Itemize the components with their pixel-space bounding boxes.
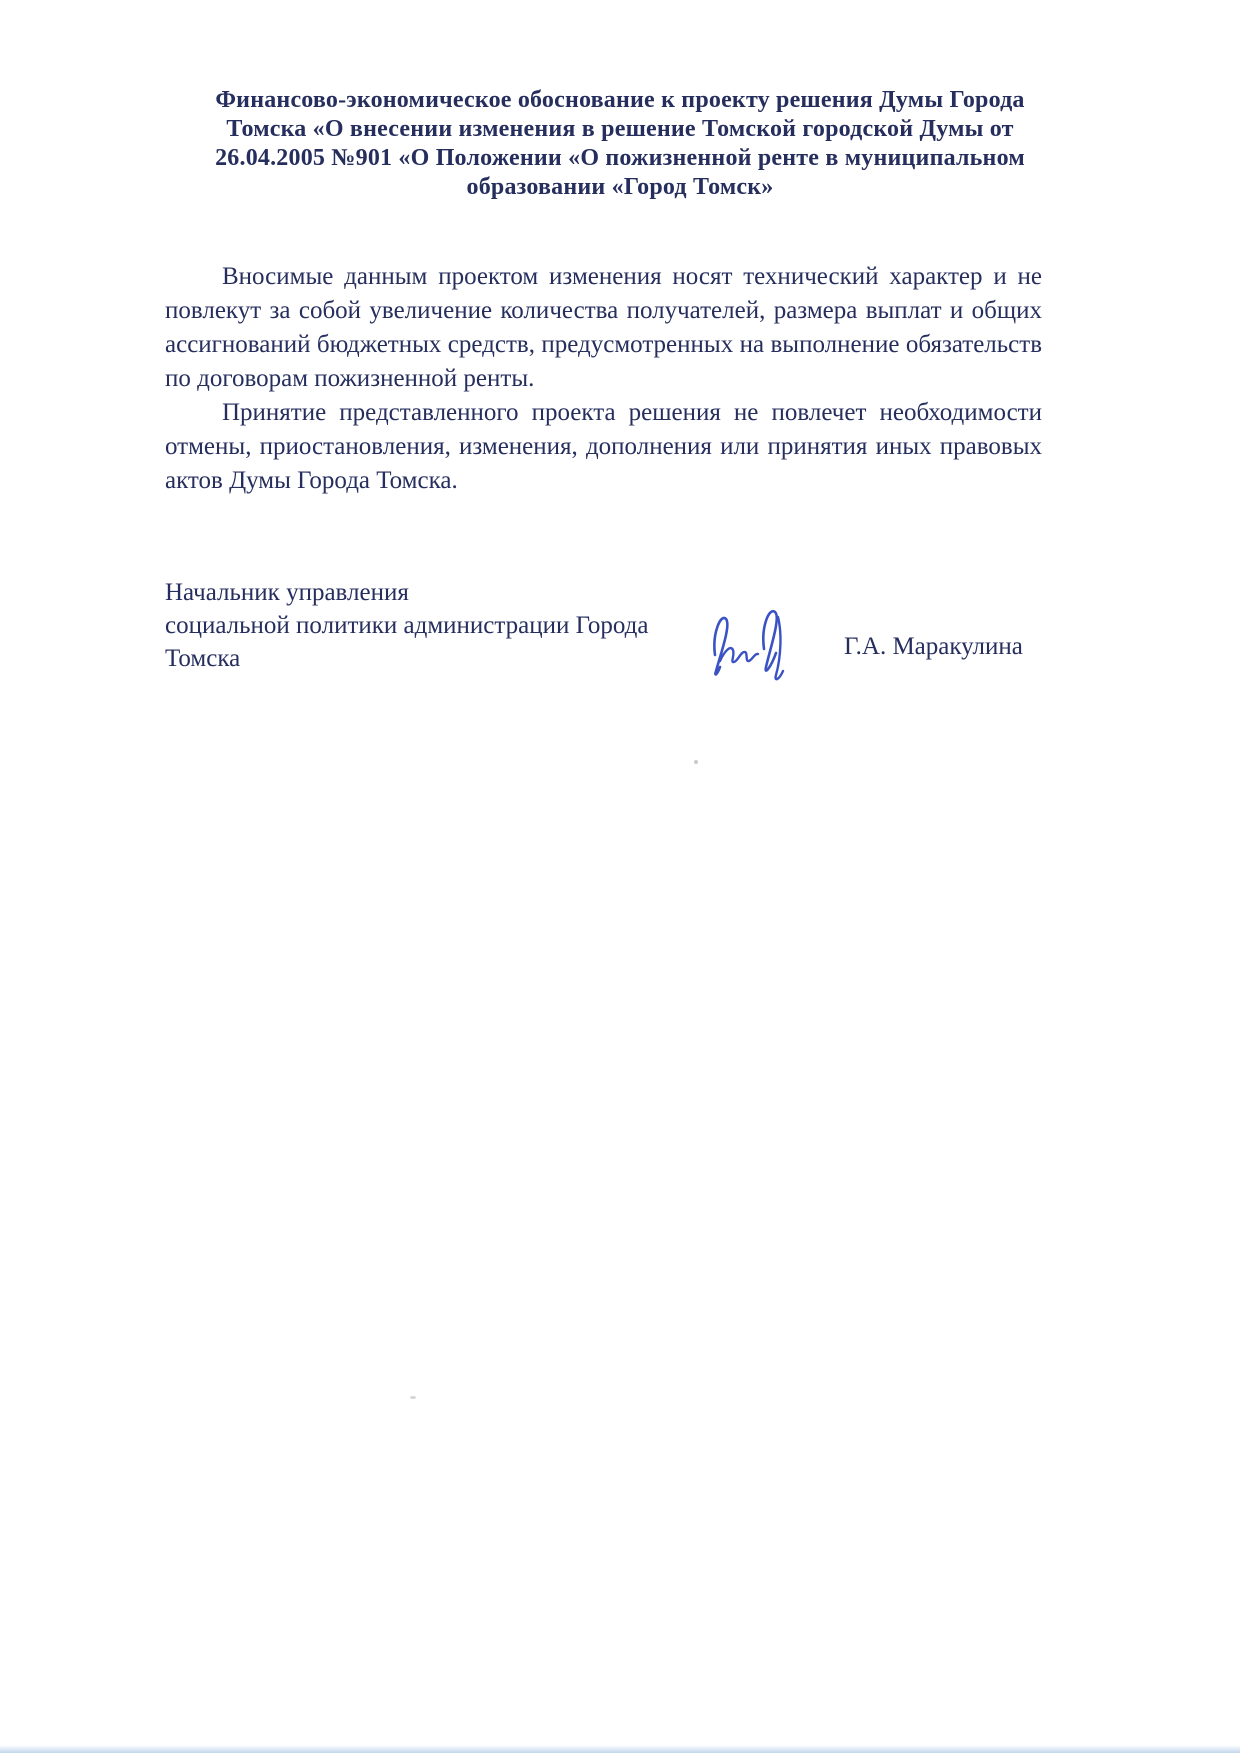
- handwritten-signature: [707, 603, 802, 691]
- signatory-position-line-2: социальной политики администрации Города Томска: [165, 612, 649, 672]
- paragraph-1: Вносимые данным проектом изменения носят технический характер и не повлекут за собой увеличение количества получателей, размера выплат и общих ассигнований бюджетных средств, предусмотренных на выполнение обязательств по договорам пожизненной ренты.: [165, 263, 1042, 392]
- signatory-position-line-1: Начальник управления: [165, 579, 409, 606]
- signatory-name: Г.А. Маракулина: [844, 633, 1023, 660]
- scan-speck: [410, 1396, 416, 1399]
- signatory-position: [165, 576, 707, 675]
- document-title: Финансово-экономическое обоснование к проекту решения Думы Города Томска «О внесении изменения в решение Томской городской Думы от 26.04.2005 №901 «О Положении «О пожизненной ренте в муниципальном образовании «Город Томск»: [215, 87, 1025, 200]
- scan-speck: [694, 760, 698, 764]
- signature-block: [165, 576, 1240, 675]
- document-body: [165, 260, 1042, 498]
- paragraph-2: Принятие представленного проекта решения не повлечет необходимости отмены, приостановления, изменения, дополнения или принятия иных правовых актов Думы Города Томска.: [165, 399, 1042, 494]
- scan-edge-artifact: [0, 1745, 1240, 1753]
